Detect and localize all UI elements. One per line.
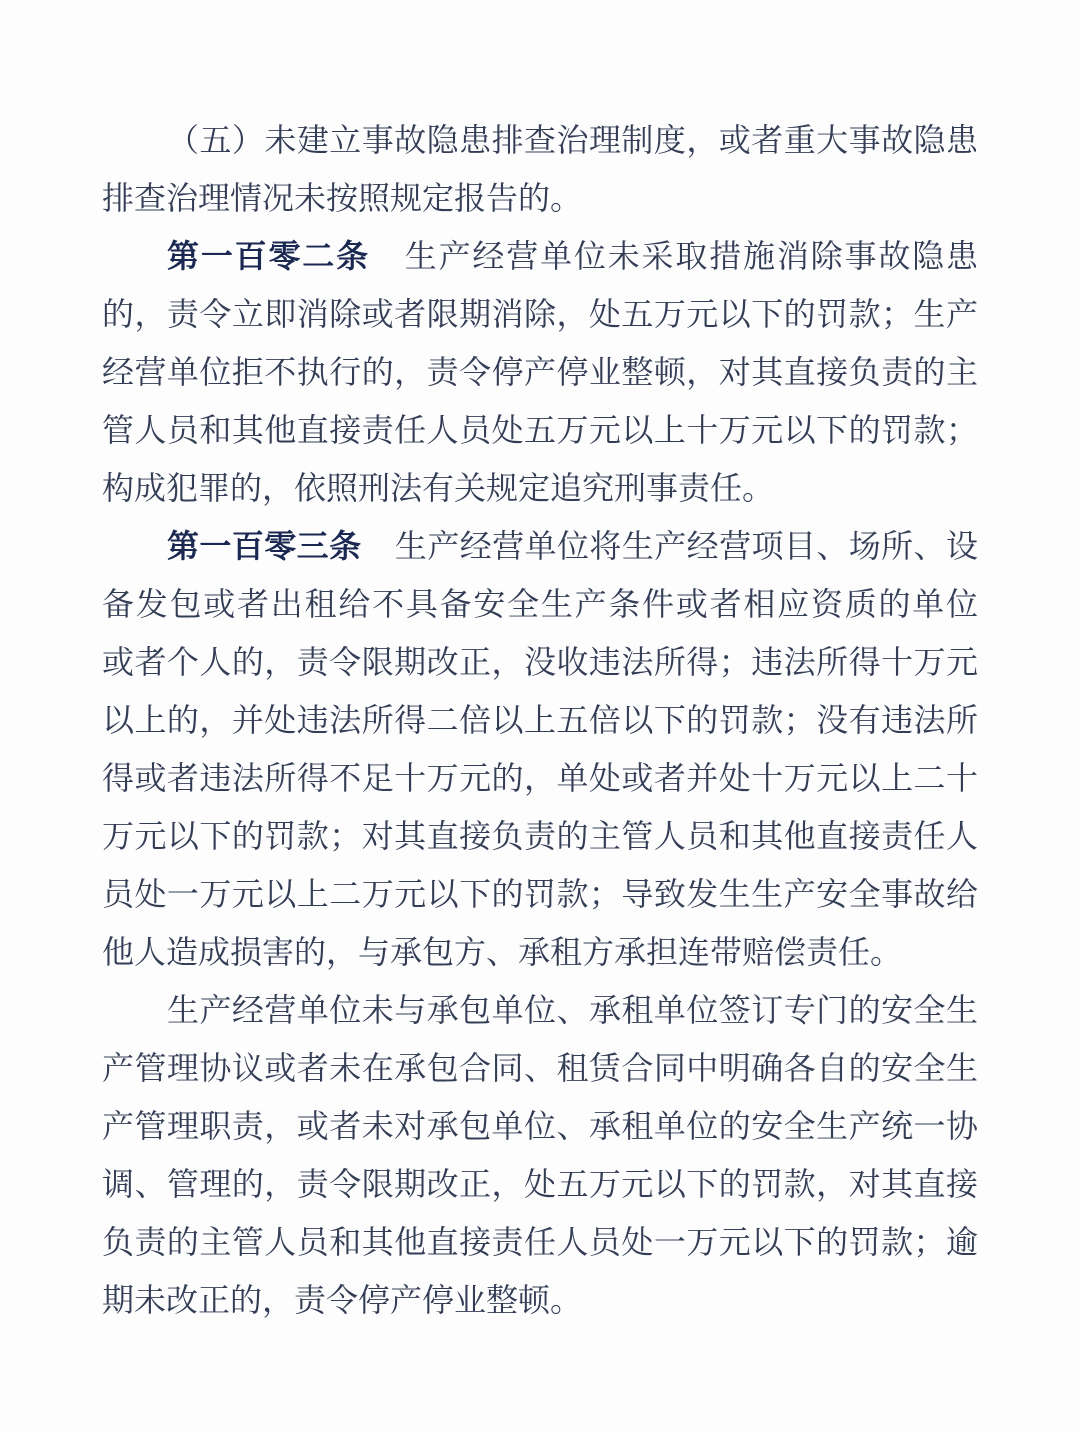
body-text: 生产经营单位未采取措施消除事故隐患 xyxy=(402,238,978,274)
text-line xyxy=(102,459,978,517)
body-text: 管人员和其他直接责任人员处五万元以上十万元以下的罚款； xyxy=(102,412,978,448)
body-text: 排查治理情况未按照规定报告的。 xyxy=(102,180,583,216)
body-text: 生产经营单位未与承包单位、承租单位签订专门的安全生 xyxy=(167,992,978,1028)
article-number: 第一百零三条 xyxy=(167,528,362,564)
body-text: 调、管理的，责令限期改正，处五万元以下的罚款，对其直接 xyxy=(102,1166,978,1202)
body-text: 产管理职责，或者未对承包单位、承租单位的安全生产统一协 xyxy=(102,1108,978,1144)
text-line xyxy=(102,807,978,865)
text-line xyxy=(102,343,978,401)
text-line xyxy=(102,633,978,691)
text-line xyxy=(102,401,978,459)
body-text: 负责的主管人员和其他直接责任人员处一万元以下的罚款；逾 xyxy=(102,1224,978,1260)
text-line xyxy=(102,1213,978,1271)
body-text: 备发包或者出租给不具备安全生产条件或者相应资质的单位 xyxy=(102,586,978,622)
body-text: 产管理协议或者未在承包合同、租赁合同中明确各自的安全生 xyxy=(102,1050,978,1086)
text-line xyxy=(102,1097,978,1155)
text-line xyxy=(102,981,978,1039)
article-number: 第一百零二条 xyxy=(167,238,370,274)
text-line xyxy=(102,1271,978,1329)
body-text: 生产经营单位将生产经营项目、场所、设 xyxy=(394,528,978,564)
article-number-gap xyxy=(362,556,395,557)
body-text: 他人造成损害的，与承包方、承租方承担连带赔偿责任。 xyxy=(102,934,903,970)
text-line xyxy=(102,169,978,227)
paragraph-article-103-para-1 xyxy=(102,517,978,981)
text-line xyxy=(102,923,978,981)
body-text: 的，责令立即消除或者限期消除，处五万元以下的罚款；生产 xyxy=(102,296,978,332)
text-line xyxy=(102,227,978,285)
text-line xyxy=(102,575,978,633)
body-text: 期未改正的，责令停产停业整顿。 xyxy=(102,1282,583,1318)
text-line xyxy=(102,1155,978,1213)
text-line xyxy=(102,749,978,807)
text-line xyxy=(102,285,978,343)
text-line xyxy=(102,865,978,923)
body-text: 万元以下的罚款；对其直接负责的主管人员和其他直接责任人 xyxy=(102,818,978,854)
text-line xyxy=(102,691,978,749)
body-text: 员处一万元以上二万元以下的罚款；导致发生生产安全事故给 xyxy=(102,876,978,912)
paragraph-article-102 xyxy=(102,227,978,517)
text-line xyxy=(102,1039,978,1097)
body-text: 或者个人的，责令限期改正，没收违法所得；违法所得十万元 xyxy=(102,644,978,680)
paragraph-article-103-para-2 xyxy=(102,981,978,1329)
body-text: 得或者违法所得不足十万元的，单处或者并处十万元以上二十 xyxy=(102,760,978,796)
body-text: 构成犯罪的，依照刑法有关规定追究刑事责任。 xyxy=(102,470,775,506)
body-text: （五）未建立事故隐患排查治理制度，或者重大事故隐患 xyxy=(167,122,978,158)
legal-text-body xyxy=(102,111,978,1329)
article-number-gap xyxy=(370,266,403,267)
paragraph-clause-item-5 xyxy=(102,111,978,227)
text-line xyxy=(102,517,978,575)
body-text: 经营单位拒不执行的，责令停产停业整顿，对其直接负责的主 xyxy=(102,354,978,390)
body-text: 以上的，并处违法所得二倍以上五倍以下的罚款；没有违法所 xyxy=(102,702,978,738)
text-line xyxy=(102,111,978,169)
